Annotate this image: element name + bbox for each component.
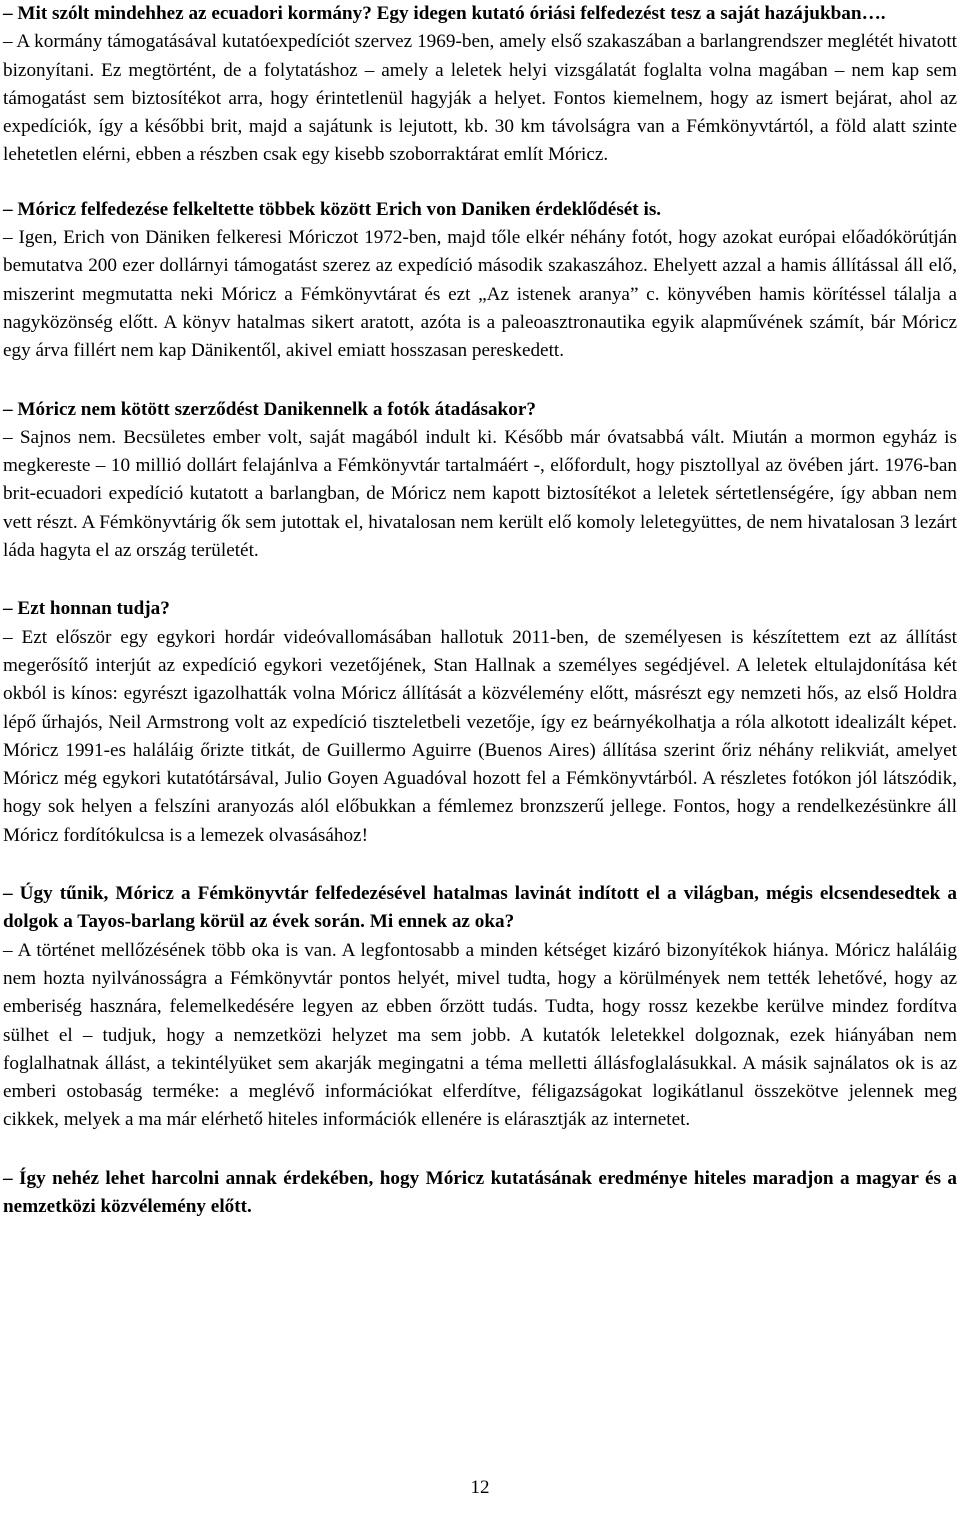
question-heading: – Móricz felfedezése felkeltette többek között Erich von Daniken érdeklődését is. xyxy=(3,198,662,220)
document-page xyxy=(3,0,957,1514)
question-heading: – Ezt honnan tudja? xyxy=(3,598,170,620)
question-heading: – Mit szólt mindehhez az ecuadori kormány? Egy idegen kutató óriási felfedezést tesz a saját hazájukban…. xyxy=(3,3,886,24)
section-daniken-interest xyxy=(3,196,957,366)
answer-paragraph: – A történet mellőzésének több oka is van. A legfontosabb a minden kétséget kizáró bizonyítékok hiánya. Móricz haláláig nem hozta nyilvánosságra a Fémkönyvtár pontos helyét, mivel tudta, hogy a körülmények nem tették lehetővé, hogy az emberiség hasznára, felemelkedésére legyen az ebben őrzött tudás. Tudta, hogy rossz kezekbe kerülve mindez fordítva sülhet el – tudjuk, hogy a nemzetközi helyzet ma sem jobb. A kutatók leletekkel dolgoznak, ezek hiányában nem foglalhatnak állást, a tekintélyüket sem akarják megingatni a téma melletti állásfoglalásukkal. A másik sajnálatos ok is az emberi ostobaság terméke: a meglévő információkat elferdítve, féligazságokat logikátlanul összekötve jelennek meg cikkek, melyek a ma már elérhető hiteles információk ellenére is elárasztják az internetet. xyxy=(3,939,957,1131)
paragraph-spacer xyxy=(3,565,957,595)
section-ecuador-government xyxy=(3,0,957,170)
paragraph-spacer xyxy=(3,366,957,396)
answer-paragraph: – A kormány támogatásával kutatóexpedíciót szervez 1969-ben, amely első szakaszában a barlangrendszer meglétét hivatott bizonyítani. Ez megtörtént, de a folytatáshoz – amely a leletek helyi vizsgálatát foglalta volna magában – nem kap sem támogatást sem biztosítékot arra, hogy érintetlenül hagyják a helyet. Fontos kiemelnem, hogy az ismert bejárat, ahol az expedíciók, így a későbbi brit, majd a sajátunk is lejutott, kb. 30 km távolságra van a Fémkönyvtártól, a föld alatt szinte lehetetlen elérni, ebben a részben csak egy kisebb szoborraktárat említ Móricz. xyxy=(3,31,957,166)
question-heading: – Móricz nem kötött szerződést Danikennelk a fotók átadásakor? xyxy=(3,398,536,420)
section-closing xyxy=(3,1165,957,1222)
answer-paragraph: – Ezt először egy egykori hordár videóvallomásában hallotuk 2011-ben, de személyesen is készítettem ezt az állítást megerősítő interjút az expedíció egykori vezetőjének, Stan Hallnak a személyes segédjével. A leletek eltulajdonítása két okból is kínos: egyrészt igazolhatták volna Móricz állítását a közvélemény előtt, másrészt egy nemzeti hős, az első Holdra lépő űrhajós, Neil Armstrong volt az expedíció tiszteletbeli vezetője, így ez beárnyékolhatja a róla alkotott idealizált képet. Móricz 1991-es haláláig őrizte titkát, de Guillermo Aguirre (Buenos Aires) állítása szerint őriz néhány relikviát, amelyet Móricz még egykori kutatótársával, Julio Goyen Aguadóval hozott fel a Fémkönyvtárból. A részletes fotókon jól látszódik, hogy sok helyen a felszíni aranyozás alól előbukkan a fémlemez bronzszerű jellege. Fontos, hogy a rendelkezésünkre áll Móricz fordítókulcsa is a lemezek olvasásához! xyxy=(3,626,957,846)
answer-paragraph: – Sajnos nem. Becsületes ember volt, saját magából indult ki. Később már óvatsabbá vált. Miután a mormon egyház is megkereste – 10 millió dollárt felajánlva a Fémkönyvtár tartalmáért -, előfordult, hogy pisztollyal az övében járt. 1976-ban brit-ecuadori expedíció kutatott a barlangban, de Móricz nem kapott biztosítékot a leletek sértetlenségére, így abban nem vett részt. A Fémkönyvtárig ők sem jutottak el, hivatalosan nem került elő komoly leletegyüttes, de nem hivatalosan 3 lezárt láda hagyta el az ország területét. xyxy=(3,426,957,562)
section-contract xyxy=(3,396,957,566)
section-avalanche xyxy=(3,880,957,1135)
question-heading: – Így nehéz lehet harcolni annak érdekében, hogy Móricz kutatásának eredménye hiteles maradjon a magyar és a nemzetközi közvélemény előtt. xyxy=(3,1167,957,1217)
paragraph-spacer xyxy=(3,170,957,196)
answer-paragraph: – Igen, Erich von Däniken felkeresi Móriczot 1972-ben, majd tőle elkér néhány fotót, hogy azokat európai előadókörútján bemutatva 200 ezer dollárnyi támogatást szerez az expedíció második szakaszához. Ehelyett azzal a hamis állítással áll elő, miszerint megmutatta neki Móricz a Fémkönyvtárat és ezt „Az istenek aranya” c. könyvében hamis körítéssel tálalja a nagyközönség előtt. A könyv hatalmas sikert aratott, azóta is a paleoasztronautika egyik alapművének számít, bár Móricz egy árva fillért nem kap Dänikentől, akivel emiatt hosszasan pereskedett. xyxy=(3,227,957,362)
paragraph-spacer xyxy=(3,1135,957,1165)
question-heading: – Úgy tűnik, Móricz a Fémkönyvtár felfedezésével hatalmas lavinát indított el a világban, mégis elcsendesedtek a dolgok a Tayos-barlang körül az évek során. Mi ennek az oka? xyxy=(3,883,957,933)
section-source xyxy=(3,595,957,850)
paragraph-spacer xyxy=(3,850,957,880)
page-number: 12 xyxy=(470,1477,490,1498)
